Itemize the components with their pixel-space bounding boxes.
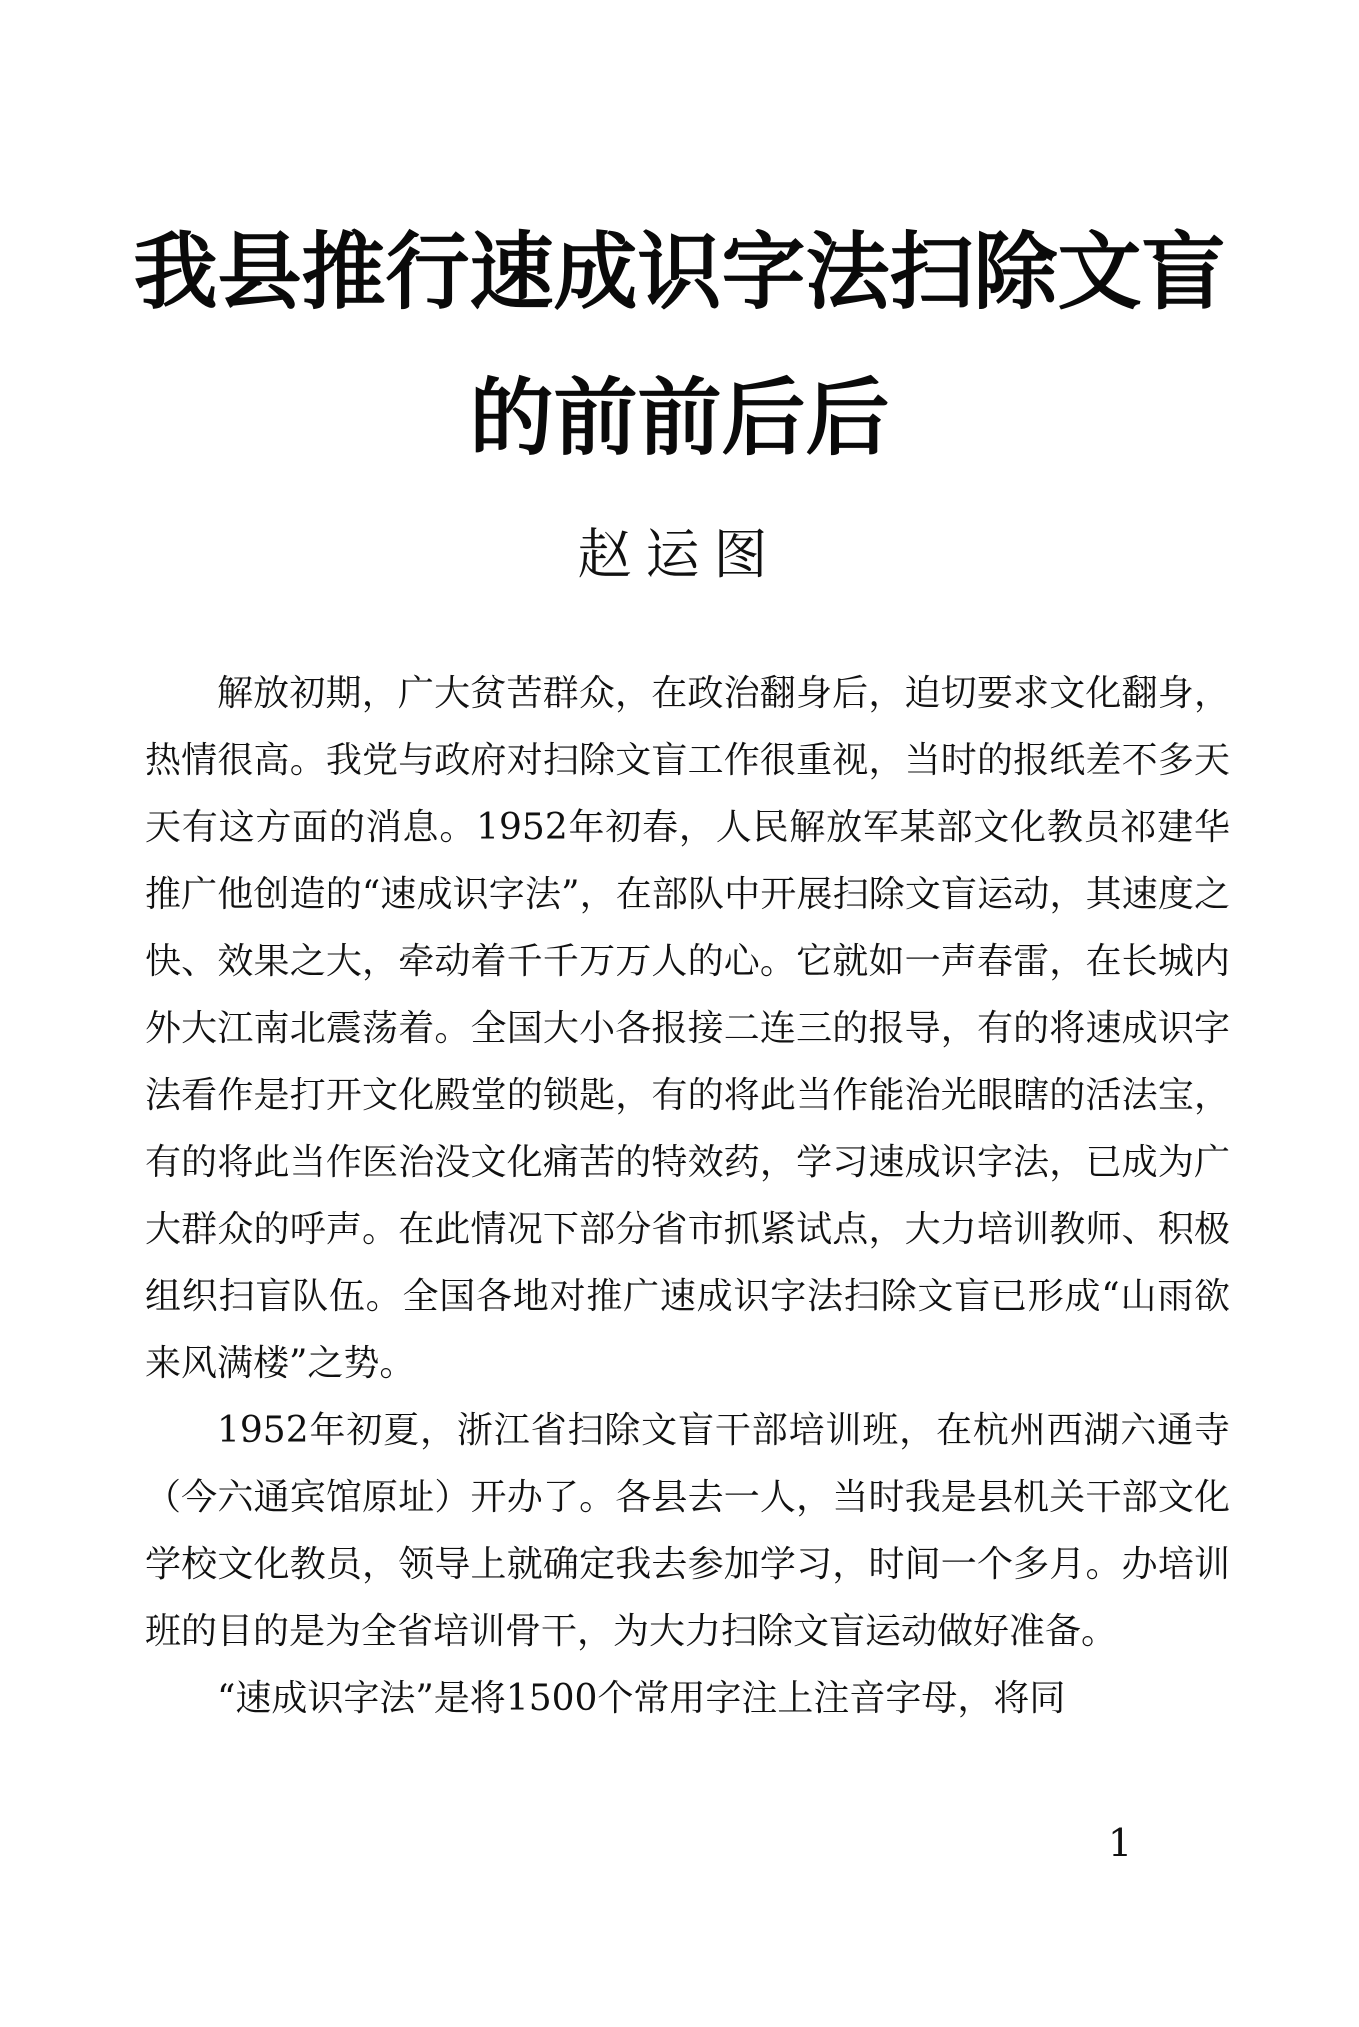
body-text (145, 660, 1230, 1732)
paragraph-3: “速成识字法”是将1500个常用字注上注音字母，将同 (217, 1678, 1066, 1719)
page-number: 1 (1108, 1821, 1133, 1865)
author-name: 赵运图 (577, 523, 782, 586)
title-line-2: 的前前后后 (469, 368, 890, 467)
paragraph-2: 1952年初夏，浙江省扫除文盲干部培训班，在杭州西湖六通寺（今六通宾馆原址）开办了。各县去一人，当时我是县机关干部文化学校文化教员，领导上就确定我去参加学习，时间一个多月。办培训班的目的是为全省培训骨干，为大力扫除文盲运动做好准备。 (145, 1410, 1230, 1652)
title-line-1: 我县推行速成识字法扫除文盲 (133, 222, 1226, 321)
paragraph-1: 解放初期，广大贫苦群众，在政治翻身后，迫切要求文化翻身，热情很高。我党与政府对扫除文盲工作很重视，当时的报纸差不多天天有这方面的消息。1952年初春，人民解放军某部文化教员祁建华推广他创造的“速成识字法”，在部队中开展扫除文盲运动，其速度之快、效果之大，牵动着千千万万人的心。它就如一声春雷，在长城内外大江南北震荡着。全国大小各报接二连三的报导，有的将速成识字法看作是打开文化殿堂的锁匙，有的将此当作能治光眼瞎的活法宝，有的将此当作医治没文化痛苦的特效药，学习速成识字法，已成为广大群众的呼声。在此情况下部分省市抓紧试点，大力培训教师、积极组织扫盲队伍。全国各地对推广速成识字法扫除文盲已形成“山雨欲来风满楼”之势。 (145, 673, 1230, 1384)
